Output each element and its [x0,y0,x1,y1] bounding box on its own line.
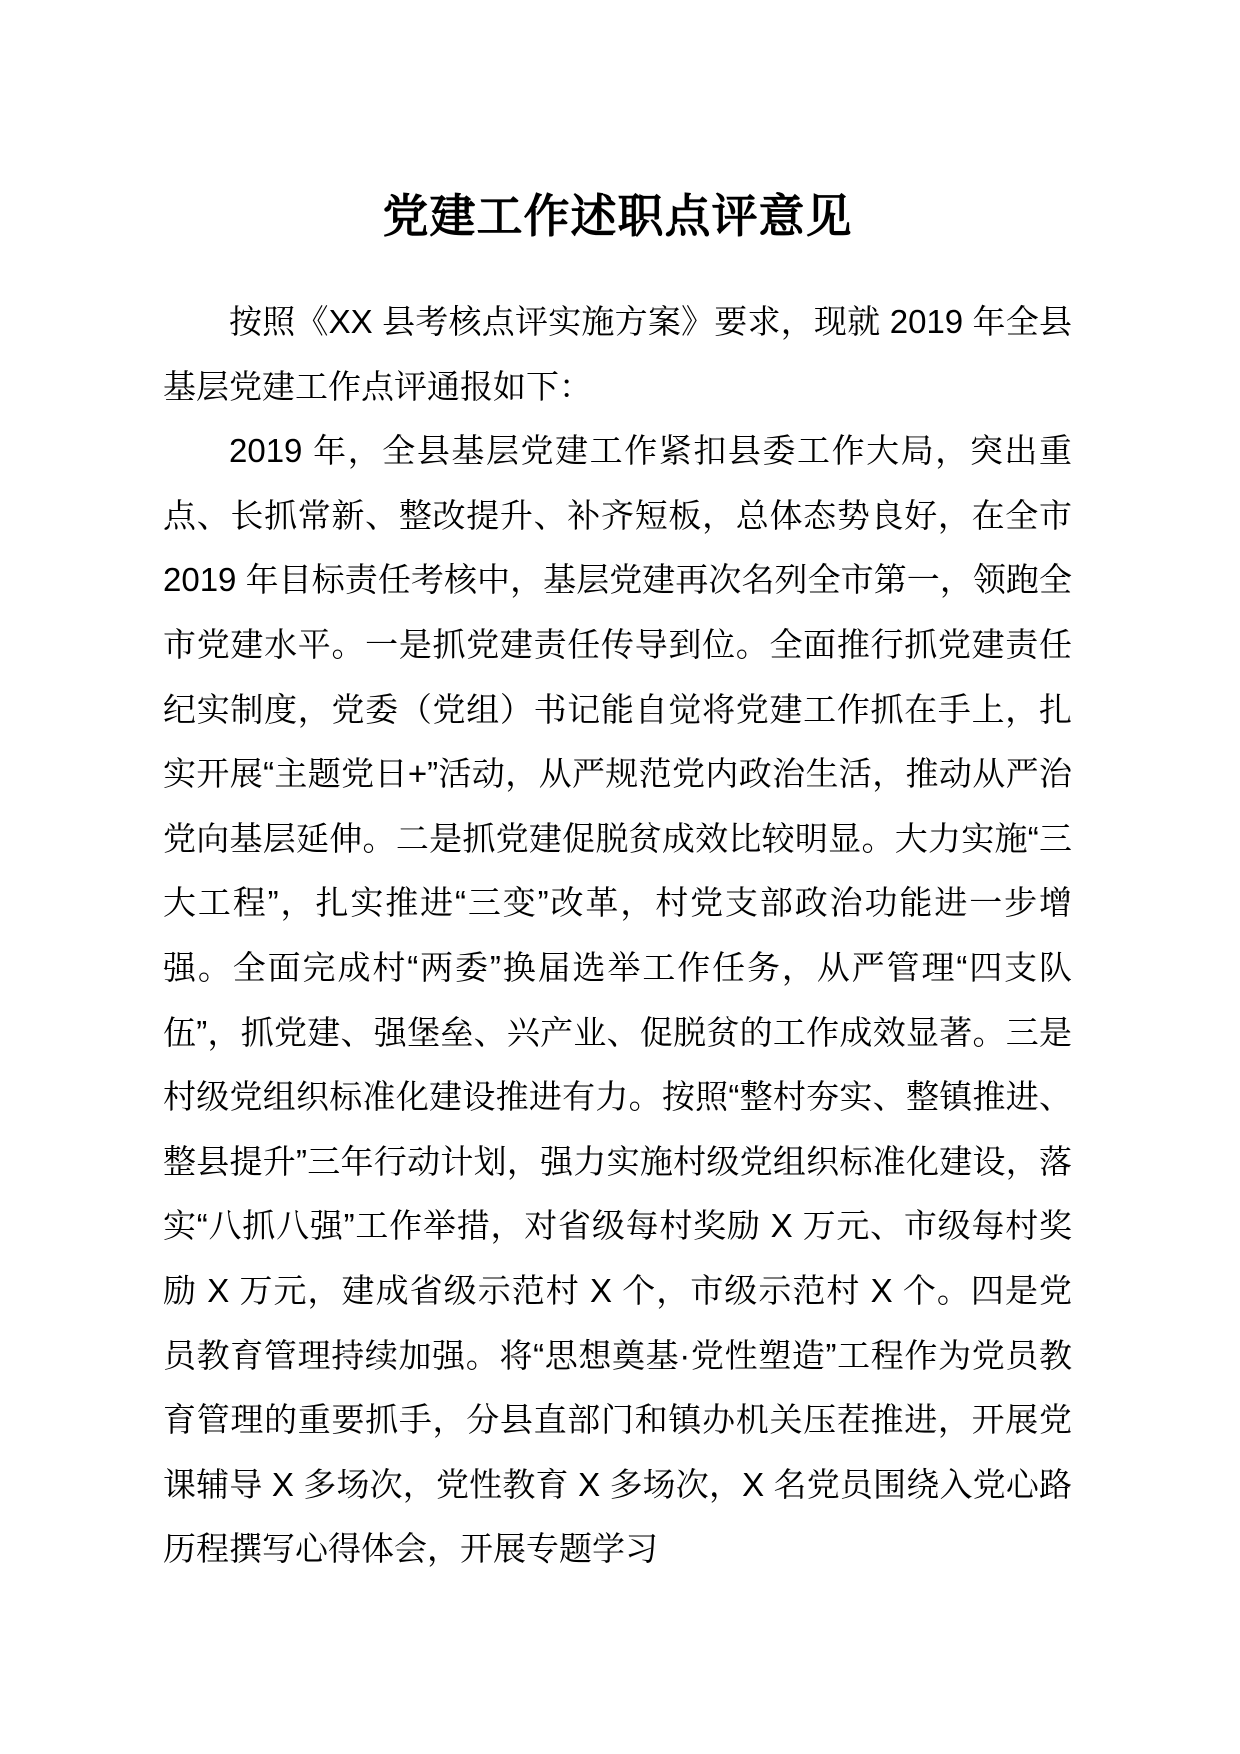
body-paragraph: 2019 年，全县基层党建工作紧扣县委工作大局，突出重点、长抓常新、整改提升、补齐短板，总体态势良好，在全市 2019 年目标责任考核中，基层党建再次名列全市第一，领跑全市党建水平。一是抓党建责任传导到位。全面推行抓党建责任纪实制度，党委（党组）书记能自觉将党建工作抓在手上，扎实开展“主题党日+”活动，从严规范党内政治生活，推动从严治党向基层延伸。二是抓党建促脱贫成效比较明显。大力实施“三大工程”，扎实推进“三变”改革，村党支部政治功能进一步增强。全面完成村“两委”换届选举工作任务，从严管理“四支队伍”，抓党建、强堡垒、兴产业、促脱贫的工作成效显著。三是村级党组织标准化建设推进有力。按照“整村夯实、整镇推进、整县提升”三年行动计划，强力实施村级党组织标准化建设，落实“八抓八强”工作举措，对省级每村奖励 X 万元、市级每村奖励 X 万元，建成省级示范村 X 个，市级示范村 X 个。四是党员教育管理持续加强。将“思想奠基·党性塑造”工程作为党员教育管理的重要抓手，分县直部门和镇办机关压茬推进，开展党课辅导 X 多场次，党性教育 X 多场次，X 名党员围绕入党心路历程撰写心得体会，开展专题学习 [163,432,1072,1568]
intro-paragraph: 按照《XX 县考核点评实施方案》要求，现就 2019 年全县基层党建工作点评通报如下： [163,303,1072,405]
document-text-block [163,0,1072,1582]
document-title: 党建工作述职点评意见 [382,190,853,242]
